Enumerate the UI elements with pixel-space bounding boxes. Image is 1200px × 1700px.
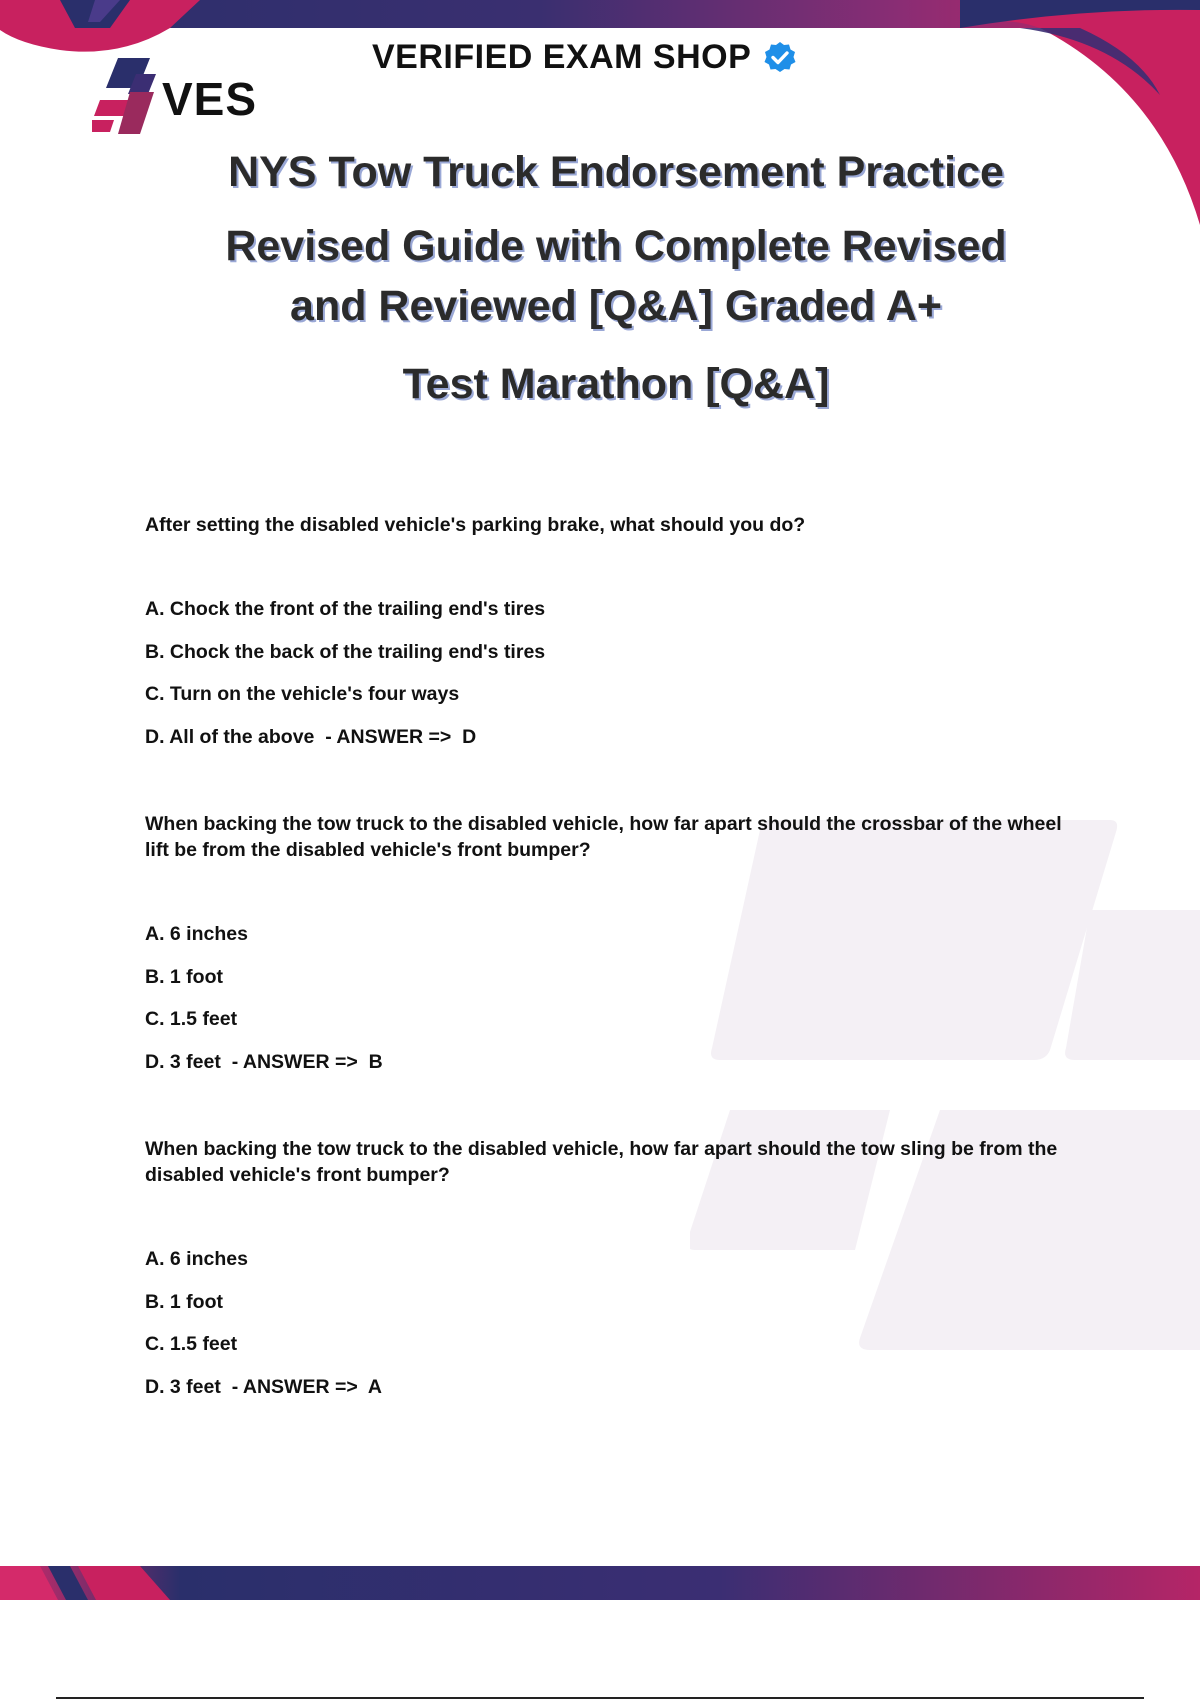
footer-divider <box>56 1697 1144 1699</box>
question-block-3 <box>145 1136 1085 1416</box>
option-c: C. 1.5 feet <box>145 1333 238 1355</box>
answer-options <box>145 1246 1085 1416</box>
verified-check-icon <box>763 41 797 75</box>
option-d-with-answer: D. 3 feet - ANSWER => B <box>145 1050 383 1073</box>
question-text: When backing the tow truck to the disabled vehicle, how far apart should the tow sling be from the disabled vehicle's front bumper? <box>145 1138 1058 1186</box>
document-title <box>120 148 1112 420</box>
option-a: A. Chock the front of the trailing end's tires <box>145 598 546 620</box>
option-b: B. Chock the back of the trailing end's tires <box>145 640 546 663</box>
answer-options <box>145 596 1085 766</box>
logo-text: VES <box>162 73 258 125</box>
shop-name-header <box>372 38 797 77</box>
title-line-1: NYS Tow Truck Endorsement Practice <box>228 148 1004 196</box>
option-c: C. Turn on the vehicle's four ways <box>145 683 460 705</box>
title-line-4: Test Marathon [Q&A] <box>402 360 830 408</box>
ves-logo <box>92 58 282 138</box>
question-block-1 <box>145 512 1085 766</box>
shop-name-text: VERIFIED EXAM SHOP <box>372 38 752 76</box>
option-d-with-answer: D. 3 feet - ANSWER => A <box>145 1375 382 1398</box>
title-line-3: and Reviewed [Q&A] Graded A+ <box>290 282 942 330</box>
answer-options <box>145 921 1085 1091</box>
question-text: When backing the tow truck to the disabled vehicle, how far apart should the crossbar of the wheel lift be from the disabled vehicle's front bumper? <box>145 813 1062 861</box>
ves-logo-mark-icon <box>92 58 172 138</box>
bottom-band-accent <box>0 1566 200 1600</box>
title-line-2: Revised Guide with Complete Revised <box>225 222 1007 270</box>
option-b: B. 1 foot <box>145 965 223 988</box>
option-a: A. 6 inches <box>145 923 248 945</box>
option-b: B. 1 foot <box>145 1290 223 1313</box>
option-c: C. 1.5 feet <box>145 1008 238 1030</box>
question-text: After setting the disabled vehicle's parking brake, what should you do? <box>145 514 806 536</box>
question-block-2 <box>145 811 1085 1091</box>
top-left-corner-decoration <box>0 0 200 60</box>
option-d-with-answer: D. All of the above - ANSWER => D <box>145 725 477 748</box>
option-a: A. 6 inches <box>145 1248 248 1270</box>
